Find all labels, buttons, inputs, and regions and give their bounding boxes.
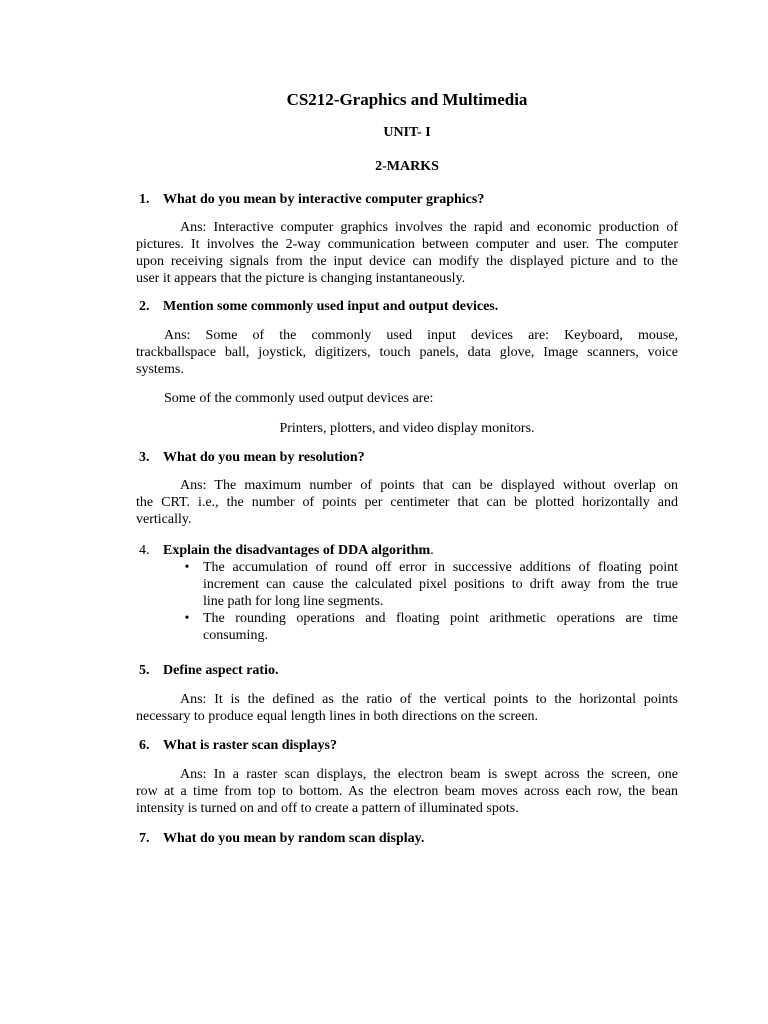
answer-line: systems.	[136, 362, 184, 377]
unit-heading: UNIT- I	[383, 125, 431, 140]
answer-line: row at a time from top to bottom. As the electron beam moves across each row, the bean	[136, 784, 678, 799]
answer-line: Ans: It is the defined as the ratio of the vertical points to the horizontal points	[180, 692, 678, 707]
question-number: 7.	[139, 831, 150, 846]
answer-line: trackballspace ball, joystick, digitizers, touch panels, data glove, Image scanners, voice	[136, 345, 678, 360]
question-6	[139, 737, 679, 755]
question-7	[139, 830, 679, 848]
answer-1	[136, 219, 678, 287]
bullet-line: The rounding operations and floating point arithmetic operations are time	[203, 611, 678, 626]
answer-line: user it appears that the picture is changing instantaneously.	[136, 271, 466, 286]
answer-line: intensity is turned on and off to create a pattern of illuminated spots.	[136, 801, 519, 816]
document-title: CS212-Graphics and Multimedia	[286, 90, 528, 109]
question-3	[139, 449, 679, 467]
answer-line: Ans: Some of the commonly used input devices are: Keyboard, mouse,	[164, 328, 678, 343]
answer-5	[136, 691, 678, 725]
answer-line: pictures. It involves the 2-way communication between computer and user. The computer	[136, 237, 678, 252]
list-item	[180, 610, 678, 644]
bullet-line: line path for long line segments.	[203, 594, 384, 609]
question-text: Explain the disadvantages of DDA algorithm	[163, 543, 431, 558]
list-item	[180, 559, 678, 610]
answer-2	[136, 327, 678, 378]
answer-line: Ans: The maximum number of points that can be displayed without overlap on	[180, 478, 678, 493]
question-number: 4.	[139, 543, 150, 558]
answer-line: vertically.	[136, 512, 192, 527]
question-4	[139, 542, 679, 560]
question-number: 3.	[139, 450, 150, 465]
question-number: 2.	[139, 299, 150, 314]
bullet-line: The accumulation of round off error in successive additions of floating point	[203, 560, 678, 575]
bullet-glyph: •	[184, 611, 190, 626]
answer-line: upon receiving signals from the input device can modify the displayed picture and to the	[136, 254, 678, 269]
bullet-glyph: •	[184, 560, 190, 575]
question-text: What do you mean by interactive computer graphics?	[163, 192, 485, 207]
answer-line: Ans: Interactive computer graphics involves the rapid and economic production of	[180, 220, 678, 235]
answer-3	[136, 477, 678, 528]
question-text: What is raster scan displays?	[163, 738, 337, 753]
question-text: What do you mean by random scan display.	[163, 831, 425, 846]
bullet-line: increment can cause the calculated pixel positions to drift away from the true	[203, 577, 678, 592]
answer-line: Ans: In a raster scan displays, the electron beam is swept across the screen, one	[180, 767, 678, 782]
question-number: 5.	[139, 663, 150, 678]
marks-heading: 2-MARKS	[375, 159, 439, 174]
question-text: Define aspect ratio.	[163, 663, 279, 678]
question-number: 1.	[139, 192, 150, 207]
question-text: Mention some commonly used input and output devices.	[163, 299, 499, 314]
question-number: 6.	[139, 738, 150, 753]
dda-disadvantages-list	[180, 559, 678, 644]
answer-line: necessary to produce equal length lines in both directions on the screen.	[136, 709, 538, 724]
question-5	[139, 662, 679, 680]
question-text: What do you mean by resolution?	[163, 450, 365, 465]
question-2	[139, 298, 679, 316]
output-devices-intro: Some of the commonly used output devices are:	[164, 391, 434, 406]
question-suffix: .	[430, 543, 434, 558]
answer-line: the CRT. i.e., the number of points per centimeter that can be plotted horizontally and	[136, 495, 678, 510]
question-1	[139, 191, 679, 209]
bullet-line: consuming.	[203, 628, 268, 643]
output-devices-list: Printers, plotters, and video display monitors.	[279, 421, 535, 436]
answer-6	[136, 766, 678, 817]
